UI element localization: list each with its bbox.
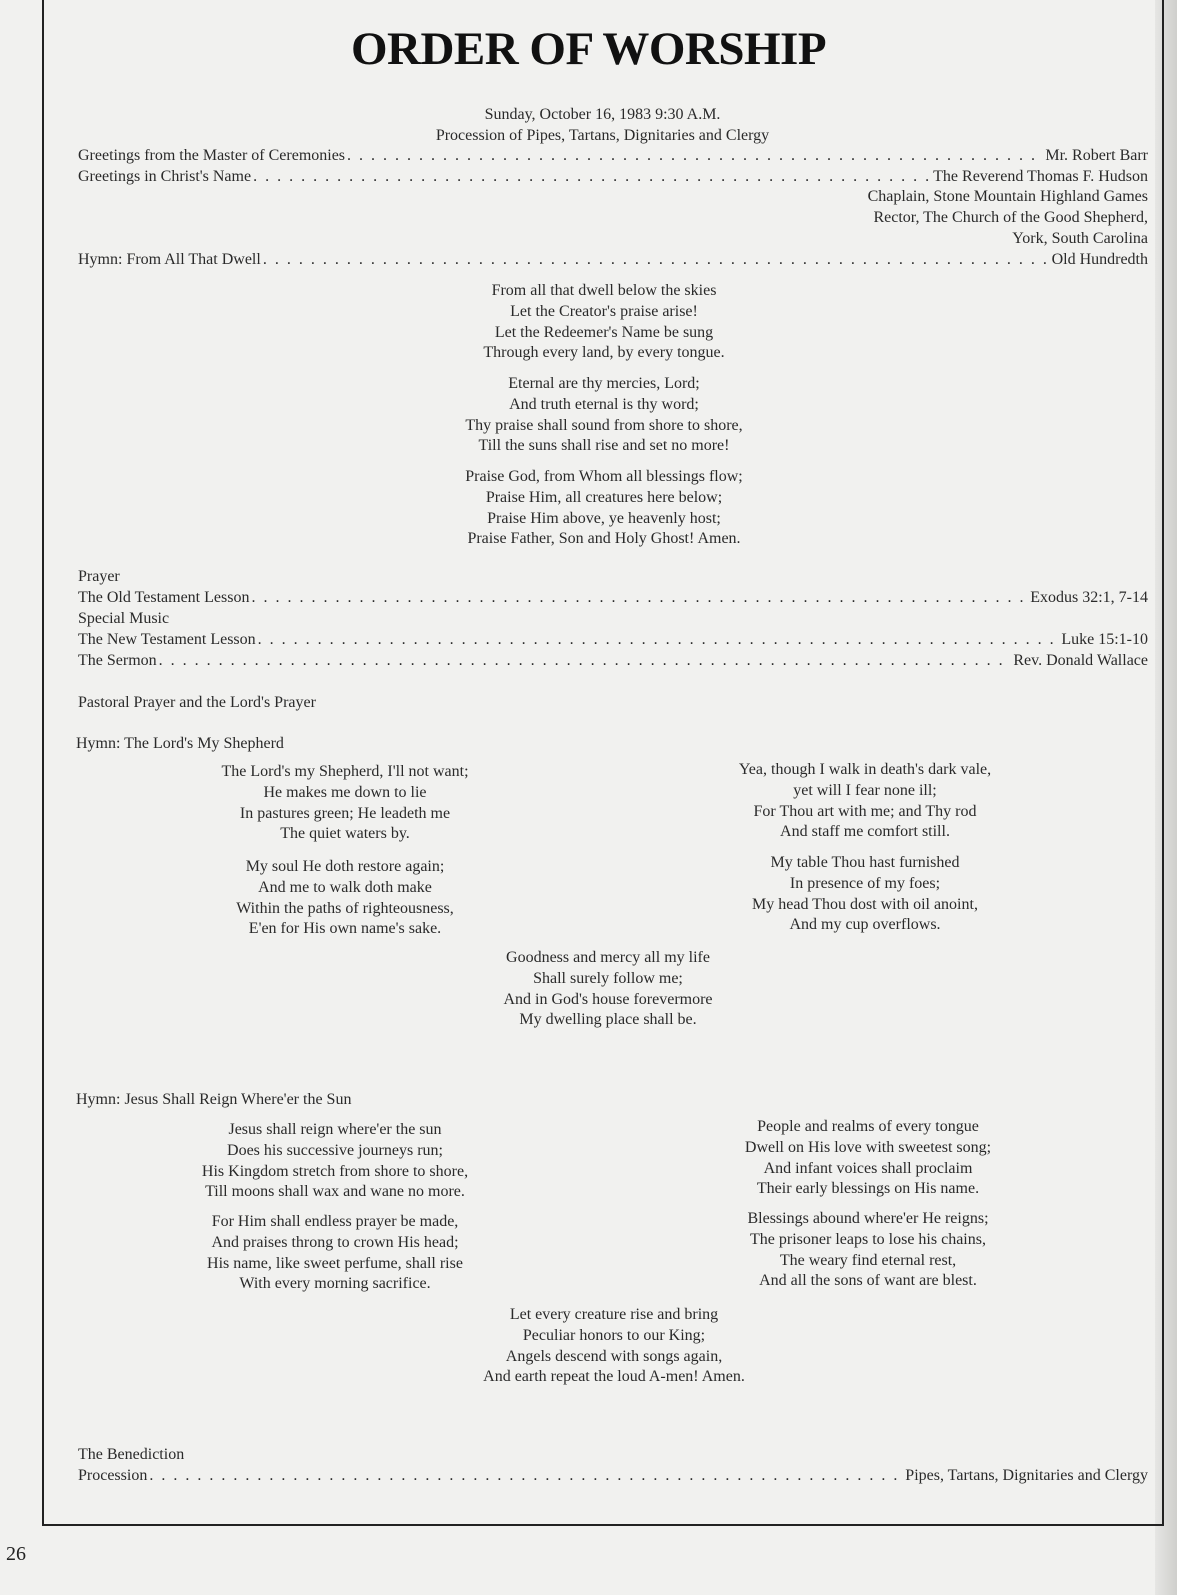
dot-leader	[159, 650, 1012, 671]
verse-line: Praise God, from Whom all blessings flow;	[465, 468, 743, 485]
verse-line: And me to walk doth make	[258, 878, 432, 896]
hymn1-verse-3	[404, 467, 804, 550]
pastoral-prayer-label: Pastoral Prayer and the Lord's Prayer	[78, 694, 316, 711]
greetings-mc-label: Greetings from the Master of Ceremonies	[78, 147, 346, 164]
verse-line: People and realms of every tongue	[757, 1118, 979, 1135]
verse-line: His Kingdom stretch from shore to shore,	[201, 1162, 469, 1180]
dot-leader	[263, 249, 1050, 270]
hymn1-tune: Old Hundredth	[1051, 251, 1148, 268]
verse-line: Jesus shall reign where'er the sun	[228, 1121, 442, 1138]
hudson-detail-line: York, South Carolina	[1012, 230, 1148, 247]
nt-lesson-label: The New Testament Lesson	[78, 631, 256, 648]
hymn1-verse-1	[404, 281, 804, 364]
verse-line: Till the suns shall rise and set no more!	[478, 437, 730, 455]
ot-lesson-value: Exodus 32:1, 7-14	[1030, 589, 1148, 606]
procession-row	[78, 1465, 1148, 1486]
hudson-detail-line: Chaplain, Stone Mountain Highland Games	[867, 188, 1148, 205]
verse-line: Their early blessings on His name.	[756, 1180, 980, 1198]
hymn3-verse-3	[155, 1212, 515, 1295]
nt-lesson-value: Luke 15:1-10	[1061, 631, 1148, 648]
ot-lesson-row	[78, 587, 1148, 608]
verse-line: For Thou art with me; and Thy rod	[753, 802, 977, 820]
verse-line: Let every creature rise and bring	[509, 1306, 719, 1323]
dot-leader	[347, 145, 1043, 166]
verse-line: Angels descend with songs again,	[505, 1347, 723, 1365]
verse-line: The quiet waters by.	[280, 825, 410, 843]
verse-line: The Lord's my Shepherd, I'll not want;	[221, 763, 469, 780]
verse-line: From all that dwell below the skies	[491, 282, 717, 299]
hudson-detail-line: Rector, The Church of the Good Shepherd,	[873, 209, 1148, 226]
hymn3-verse-2	[688, 1117, 1048, 1200]
verse-line: Till moons shall wax and wane no more.	[205, 1183, 465, 1201]
verse-line: And praises throng to crown His head;	[211, 1233, 459, 1251]
verse-line: Shall surely follow me;	[533, 969, 683, 987]
verse-line: yet will I fear none ill;	[793, 781, 937, 799]
prayer-label: Prayer	[78, 568, 120, 585]
verse-line: Peculiar honors to our King;	[522, 1326, 706, 1344]
hymn2-verse-3	[165, 857, 525, 940]
verse-line: Blessings abound where'er He reigns;	[747, 1210, 989, 1227]
verse-line: And earth repeat the loud A-men! Amen.	[483, 1368, 745, 1386]
verse-line: And all the sons of want are blest.	[759, 1272, 977, 1290]
procession-value: Pipes, Tartans, Dignitaries and Clergy	[905, 1467, 1148, 1484]
verse-line: Praise Him above, ye heavenly host;	[487, 509, 721, 527]
hymn3-heading: Hymn: Jesus Shall Reign Where'er the Sun	[76, 1091, 352, 1108]
verse-line: And infant voices shall proclaim	[763, 1159, 973, 1177]
hymn3-verse-5	[414, 1305, 814, 1388]
hymn1-row	[78, 249, 1148, 270]
verse-line: Does his successive journeys run;	[227, 1141, 443, 1159]
verse-line: Dwell on His love with sweetest song;	[744, 1138, 992, 1156]
greetings-christ-label: Greetings in Christ's Name	[78, 168, 252, 185]
verse-line: My dwelling place shall be.	[519, 1011, 697, 1029]
hymn1-verse-2	[404, 374, 804, 457]
sermon-row	[78, 650, 1148, 671]
verse-line: Let the Redeemer's Name be sung	[494, 323, 714, 341]
verse-line: His name, like sweet perfume, shall rise	[207, 1254, 463, 1272]
hymn2-heading: Hymn: The Lord's My Shepherd	[76, 735, 284, 752]
verse-line: Yea, though I walk in death's dark vale,	[738, 761, 992, 778]
greetings-christ-value: The Reverend Thomas F. Hudson	[933, 168, 1148, 185]
verse-line: My soul He doth restore again;	[245, 858, 445, 875]
verse-line: With every morning sacrifice.	[239, 1275, 431, 1293]
verse-line: The weary find eternal rest,	[779, 1251, 957, 1269]
dot-leader	[251, 587, 1028, 608]
verse-line: Praise Father, Son and Holy Ghost! Amen.	[467, 530, 741, 548]
verse-line: For Him shall endless prayer be made,	[211, 1213, 459, 1230]
hudson-details	[868, 186, 1148, 249]
dot-leader	[253, 166, 931, 187]
verse-line: Thy praise shall sound from shore to shore,	[465, 416, 743, 434]
verse-line: And truth eternal is thy word;	[509, 395, 699, 413]
verse-line: E'en for His own name's sake.	[248, 920, 442, 938]
verse-line: Let the Creator's praise arise!	[510, 302, 698, 320]
procession-heading: Procession of Pipes, Tartans, Dignitaries and Clergy	[435, 127, 770, 144]
ot-lesson-label: The Old Testament Lesson	[78, 589, 250, 606]
verse-line: Goodness and mercy all my life	[506, 949, 710, 966]
verse-line: And in God's house forevermore	[503, 990, 713, 1008]
hymn2-verse-2	[685, 760, 1045, 843]
sermon-value: Rev. Donald Wallace	[1013, 652, 1148, 669]
hymn2-verse-5	[428, 948, 788, 1031]
special-music-label: Special Music	[78, 610, 170, 627]
sermon-label: The Sermon	[78, 652, 157, 669]
service-date: Sunday, October 16, 1983 9:30 A.M.	[484, 106, 721, 123]
dot-leader	[258, 629, 1060, 650]
verse-line: Within the paths of righteousness,	[236, 899, 454, 917]
verse-line: In pastures green; He leadeth me	[239, 804, 451, 822]
greetings-christ-row	[78, 166, 1148, 187]
verse-line: Praise Him, all creatures here below;	[485, 488, 723, 506]
page-title: ORDER OF WORSHIP	[350, 23, 827, 75]
verse-line: Through every land, by every tongue.	[483, 344, 725, 362]
verse-line: And my cup overflows.	[789, 916, 941, 934]
hymn2-verse-4	[685, 853, 1045, 936]
greetings-mc-value: Mr. Robert Barr	[1045, 147, 1148, 164]
verse-line: He makes me down to lie	[263, 783, 427, 801]
procession-label: Procession	[78, 1467, 148, 1484]
benediction-label: The Benediction	[78, 1446, 185, 1463]
hymn2-verse-1	[165, 762, 525, 845]
page-number: 26	[6, 1543, 26, 1565]
verse-line: The prisoner leaps to lose his chains,	[750, 1230, 986, 1248]
verse-line: My table Thou hast furnished	[770, 854, 960, 871]
hymn3-verse-1	[155, 1120, 515, 1203]
verse-line: And staff me comfort still.	[780, 823, 950, 841]
dot-leader	[149, 1465, 903, 1486]
hymn3-verse-4	[688, 1209, 1048, 1292]
greetings-mc-row	[78, 145, 1148, 166]
hymn1-label: Hymn: From All That Dwell	[78, 251, 261, 268]
verse-line: My head Thou dost with oil anoint,	[752, 895, 978, 913]
verse-line: In presence of my foes;	[789, 874, 941, 892]
verse-line: Eternal are thy mercies, Lord;	[508, 375, 700, 392]
nt-lesson-row	[78, 629, 1148, 650]
